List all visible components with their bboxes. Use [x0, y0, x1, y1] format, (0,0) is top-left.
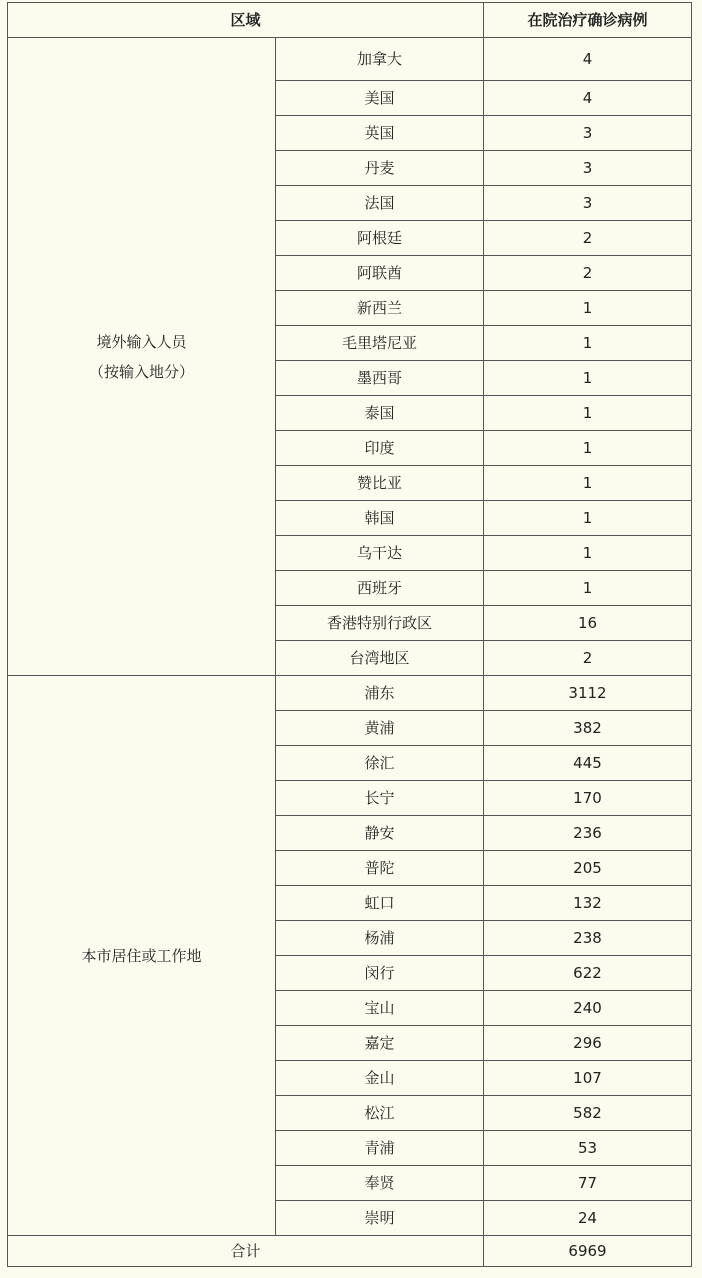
case-count: 2: [484, 256, 692, 291]
region-name: 乌干达: [276, 536, 484, 571]
region-name: 新西兰: [276, 291, 484, 326]
case-count: 1: [484, 396, 692, 431]
case-count: 1: [484, 501, 692, 536]
region-name: 浦东: [276, 676, 484, 711]
region-name: 英国: [276, 116, 484, 151]
region-name: 徐汇: [276, 746, 484, 781]
case-count: 2: [484, 641, 692, 676]
case-count: 236: [484, 816, 692, 851]
total-label: 合计: [8, 1236, 484, 1267]
region-name: 毛里塔尼亚: [276, 326, 484, 361]
region-name: 阿根廷: [276, 221, 484, 256]
case-count: 3: [484, 151, 692, 186]
region-name: 松江: [276, 1096, 484, 1131]
case-count: 238: [484, 921, 692, 956]
case-count: 1: [484, 466, 692, 501]
region-name: 阿联酋: [276, 256, 484, 291]
region-name: 台湾地区: [276, 641, 484, 676]
region-name: 杨浦: [276, 921, 484, 956]
case-count: 1: [484, 291, 692, 326]
case-count: 3112: [484, 676, 692, 711]
region-name: 赞比亚: [276, 466, 484, 501]
case-count: 382: [484, 711, 692, 746]
case-count: 24: [484, 1201, 692, 1236]
case-count: 205: [484, 851, 692, 886]
region-name: 普陀: [276, 851, 484, 886]
case-count: 4: [484, 81, 692, 116]
region-name: 韩国: [276, 501, 484, 536]
region-name: 崇明: [276, 1201, 484, 1236]
case-count: 582: [484, 1096, 692, 1131]
region-name: 奉贤: [276, 1166, 484, 1201]
table-row: [8, 38, 692, 81]
case-count: 1: [484, 361, 692, 396]
region-name: 虹口: [276, 886, 484, 921]
case-count: 4: [484, 38, 692, 81]
case-count: 445: [484, 746, 692, 781]
case-count: 622: [484, 956, 692, 991]
region-name: 闵行: [276, 956, 484, 991]
region-name: 加拿大: [276, 38, 484, 81]
case-table: [7, 2, 692, 1267]
group-label-line: 境外输入人员: [96, 332, 187, 351]
case-count: 1: [484, 431, 692, 466]
header-count: 在院治疗确诊病例: [484, 3, 692, 38]
region-name: 泰国: [276, 396, 484, 431]
total-row: [8, 1236, 692, 1267]
region-name: 嘉定: [276, 1026, 484, 1061]
case-count: 1: [484, 326, 692, 361]
region-name: 金山: [276, 1061, 484, 1096]
region-name: 法国: [276, 186, 484, 221]
case-count: 3: [484, 186, 692, 221]
region-name: 印度: [276, 431, 484, 466]
region-name: 静安: [276, 816, 484, 851]
group-label-line: 本市居住或工作地: [81, 946, 202, 965]
group-label: [8, 38, 276, 676]
header-row: [8, 3, 692, 38]
region-name: 青浦: [276, 1131, 484, 1166]
case-count: 3: [484, 116, 692, 151]
table-row: [8, 676, 692, 711]
header-region: 区域: [8, 3, 484, 38]
region-name: 美国: [276, 81, 484, 116]
region-name: 西班牙: [276, 571, 484, 606]
case-count: 77: [484, 1166, 692, 1201]
case-count: 2: [484, 221, 692, 256]
region-name: 长宁: [276, 781, 484, 816]
table-body: [8, 38, 692, 1236]
region-name: 香港特别行政区: [276, 606, 484, 641]
case-count: 53: [484, 1131, 692, 1166]
case-count: 296: [484, 1026, 692, 1061]
case-count: 1: [484, 536, 692, 571]
case-count: 170: [484, 781, 692, 816]
group-label: [8, 676, 276, 1236]
region-name: 丹麦: [276, 151, 484, 186]
region-name: 黄浦: [276, 711, 484, 746]
case-count: 240: [484, 991, 692, 1026]
group-label-line: （按输入地分）: [88, 362, 194, 381]
case-count: 16: [484, 606, 692, 641]
case-count: 1: [484, 571, 692, 606]
region-name: 宝山: [276, 991, 484, 1026]
case-count: 107: [484, 1061, 692, 1096]
case-count: 132: [484, 886, 692, 921]
total-value: 6969: [484, 1236, 692, 1267]
region-name: 墨西哥: [276, 361, 484, 396]
